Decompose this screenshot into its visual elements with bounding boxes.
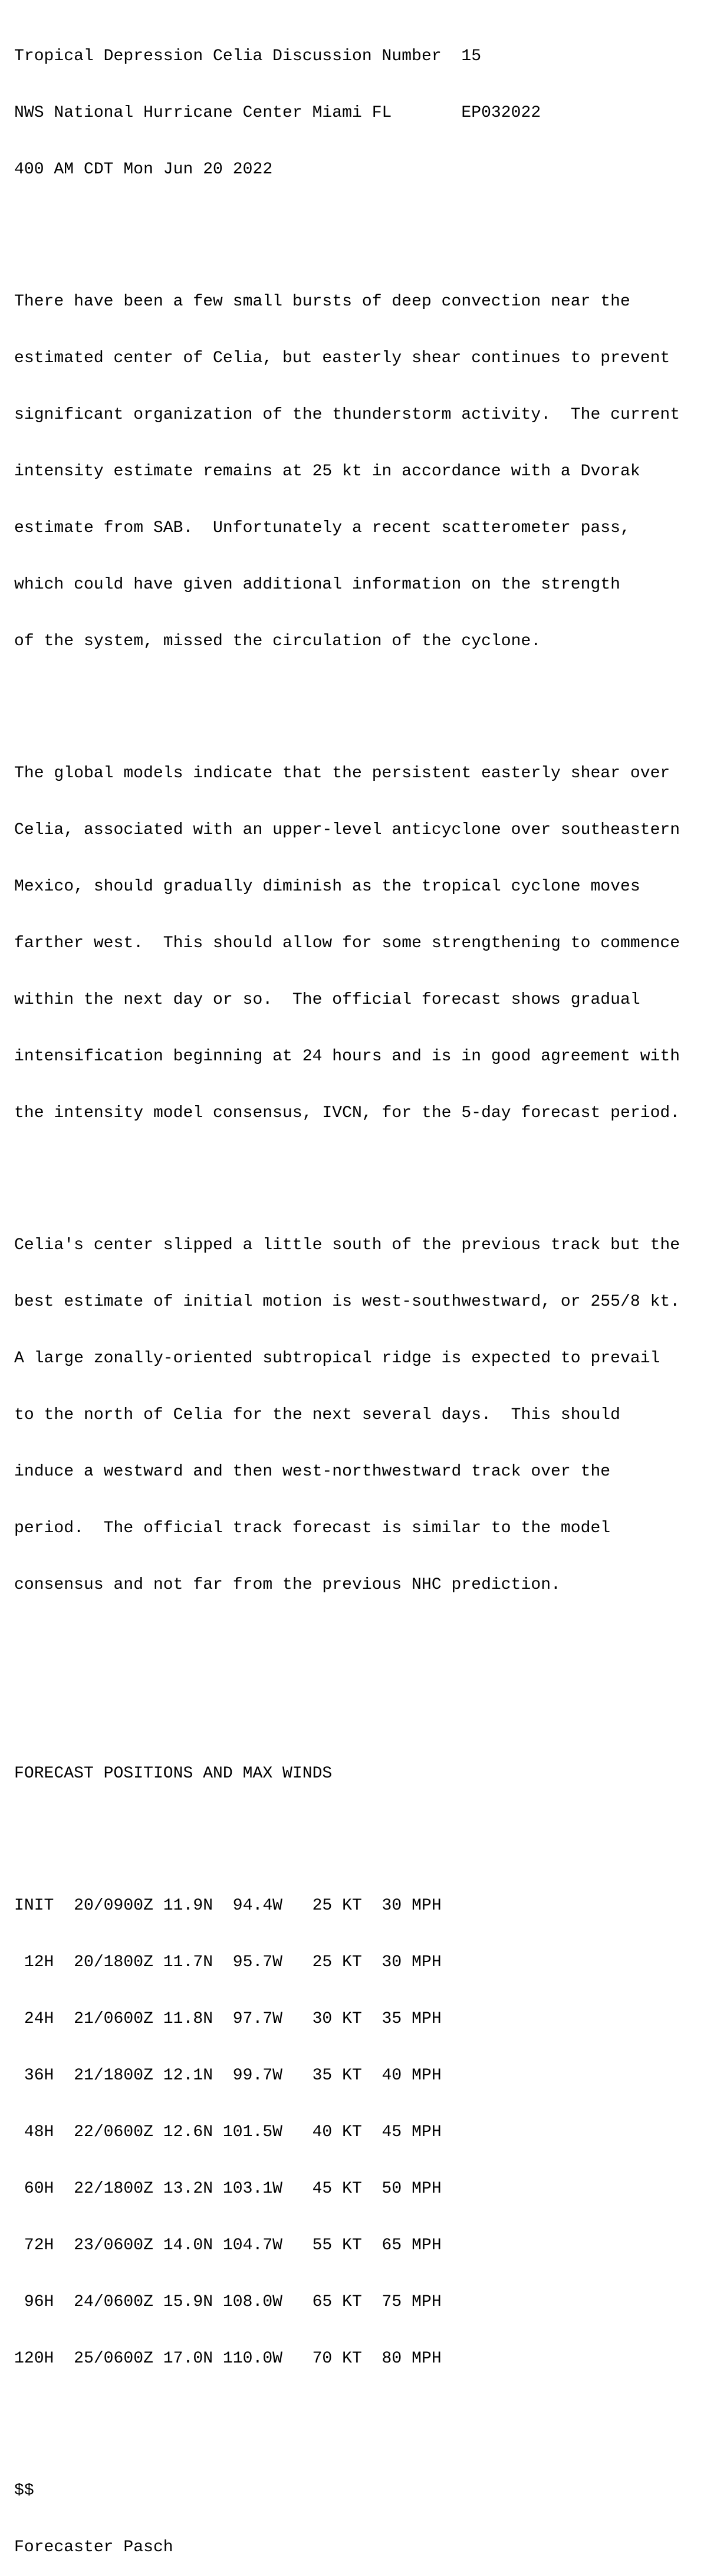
paragraph-3-line: to the north of Celia for the next several days. This should [14, 1406, 621, 1424]
blank-line [14, 1821, 710, 1840]
blank-line [14, 2406, 710, 2425]
paragraph-3-line: consensus and not far from the previous NHC prediction. [14, 1576, 561, 1594]
paragraph-1-line: of the system, missed the circulation of the cyclone. [14, 632, 541, 650]
forecast-row: 60H 22/1800Z 13.2N 103.1W 45 KT 50 MPH [14, 2180, 442, 2198]
forecast-row: 120H 25/0600Z 17.0N 110.0W 70 KT 80 MPH [14, 2350, 442, 2368]
forecast-row: 12H 20/1800Z 11.7N 95.7W 25 KT 30 MPH [14, 1953, 442, 1972]
blank-line [14, 1161, 710, 1179]
paragraph-1-line: estimate from SAB. Unfortunately a recent scatterometer pass, [14, 519, 630, 537]
paragraph-2-line: Mexico, should gradually diminish as the tropical cyclone moves [14, 878, 640, 896]
paragraph-3-line: induce a westward and then west-northwestward track over the [14, 1463, 611, 1481]
paragraph-3-line: period. The official track forecast is similar to the model [14, 1519, 611, 1537]
paragraph-2-line: The global models indicate that the persistent easterly shear over [14, 764, 670, 783]
paragraph-1-line: intensity estimate remains at 25 kt in accordance with a Dvorak [14, 462, 640, 481]
paragraph-1-line: significant organization of the thunderstorm activity. The current [14, 406, 680, 424]
forecast-row: 36H 21/1800Z 12.1N 99.7W 35 KT 40 MPH [14, 2066, 442, 2085]
paragraph-3-line: A large zonally-oriented subtropical ridge is expected to prevail [14, 1349, 660, 1368]
issue-time: 400 AM CDT Mon Jun 20 2022 [14, 160, 273, 179]
paragraph-2-line: the intensity model consensus, IVCN, for the 5-day forecast period. [14, 1104, 680, 1122]
blank-line [14, 1632, 710, 1651]
paragraph-3-line: Celia's center slipped a little south of the previous track but the [14, 1236, 680, 1254]
end-marker: $$ [14, 2482, 34, 2500]
forecast-row: INIT 20/0900Z 11.9N 94.4W 25 KT 30 MPH [14, 1897, 442, 1915]
discussion-document [14, 9, 710, 2576]
forecaster-signature: Forecaster Pasch [14, 2538, 173, 2557]
paragraph-2-line: farther west. This should allow for some strengthening to commence [14, 934, 680, 952]
paragraph-1-line: estimated center of Celia, but easterly shear continues to prevent [14, 349, 670, 367]
paragraph-1-line: There have been a few small bursts of deep convection near the [14, 293, 630, 311]
paragraph-2-line: intensification beginning at 24 hours and is in good agreement with [14, 1047, 680, 1066]
forecast-row: 72H 23/0600Z 14.0N 104.7W 55 KT 65 MPH [14, 2236, 442, 2255]
blank-line [14, 1689, 710, 1708]
forecast-heading: FORECAST POSITIONS AND MAX WINDS [14, 1765, 333, 1783]
discussion-title: Tropical Depression Celia Discussion Number 15 [14, 47, 482, 65]
forecast-row: 96H 24/0600Z 15.9N 108.0W 65 KT 75 MPH [14, 2293, 442, 2311]
paragraph-2-line: Celia, associated with an upper-level anticyclone over southeastern [14, 821, 680, 839]
blank-line [14, 689, 710, 708]
issuing-office-line: NWS National Hurricane Center Miami FL EP032022 [14, 104, 541, 122]
forecast-row: 24H 21/0600Z 11.8N 97.7W 30 KT 35 MPH [14, 2010, 442, 2028]
forecast-row: 48H 22/0600Z 12.6N 101.5W 40 KT 45 MPH [14, 2123, 442, 2141]
paragraph-2-line: within the next day or so. The official forecast shows gradual [14, 991, 640, 1009]
blank-line [14, 217, 710, 236]
paragraph-1-line: which could have given additional information on the strength [14, 576, 621, 594]
paragraph-3-line: best estimate of initial motion is west-southwestward, or 255/8 kt. [14, 1293, 680, 1311]
